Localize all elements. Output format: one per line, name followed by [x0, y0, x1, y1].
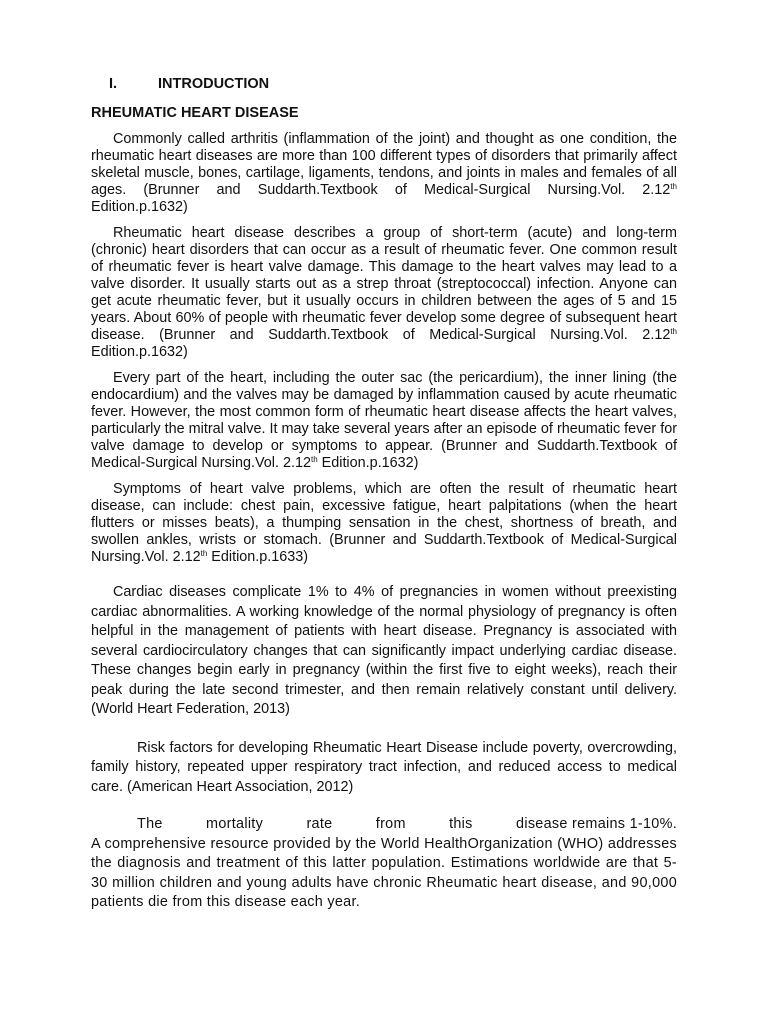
paragraph-1-sup: th — [670, 182, 677, 191]
p7-word-1: The — [137, 816, 163, 832]
paragraph-4 — [91, 481, 677, 566]
paragraph-4-sup: th — [200, 549, 208, 558]
paragraph-3-tail: Edition.p.1632) — [317, 455, 419, 471]
p7-word-6: disease remains 1-10%. — [516, 816, 677, 832]
paragraph-3 — [91, 370, 677, 472]
paragraph-3-sup: th — [310, 455, 318, 464]
paragraph-2-text: Rheumatic heart disease describes a group of short-term (acute) and long-term (chronic) heart disorders that can occur as a result of rheumatic fever. One common result of rheumatic fever is heart valve damage. This damage to the heart valves may lead to a valve disorder. It usually starts out as a strep throat (streptococcal) infection. Anyone can get acute rheumatic fever, but it usually occurs in children between the ages of 5 and 15 years. About 60% of people with rheumatic fever develop some degree of subsequent heart disease. (Brunner and Suddarth.Textbook of Medical-Surgical Nursing.Vol. 2.12 — [91, 225, 677, 343]
section-label: INTRODUCTION — [158, 76, 270, 92]
paragraph-2 — [91, 225, 677, 361]
paragraph-4-text: Symptoms of heart valve problems, which are often the result of rheumatic heart disease, can include: chest pain, excessive fatigue, heart palpitations (when the heart flutters or misses beats), a thumping sensation in the chest, shortness of breath, and swollen ankles, wrists or stomach. (Brunner and Suddarth.Textbook of Medical-Surgical Nursing.Vol. 2.12 — [91, 481, 677, 565]
paragraph-2-tail: Edition.p.1632) — [91, 344, 188, 360]
p7-word-3: rate — [306, 816, 333, 832]
paragraph-7 — [91, 815, 677, 913]
p7-word-4: from — [375, 816, 406, 832]
paragraph-2-sup: th — [670, 327, 677, 336]
paragraph-1-text: Commonly called arthritis (inflammation of the joint) and thought as one condition, the rheumatic heart diseases are more than 100 different types of disorders that primarily affect skeletal muscle, bones, cartilage, ligaments, tendons, and joints in males and females of all ages. (Brunner and Suddarth.Textbook of Medical-Surgical Nursing.Vol. 2.12 — [91, 131, 677, 198]
paragraph-4-tail: Edition.p.1633) — [207, 549, 309, 565]
paragraph-5: Cardiac diseases complicate 1% to 4% of pregnancies in women without preexisting cardiac abnormalities. A working knowledge of the normal physiology of pregnancy is often helpful in the management of patients with heart disease. Pregnancy is associated with several cardiocirculatory changes that can significantly impact underlying cardiac disease. These changes begin early in pregnancy (within the first five to eight weeks), reach their peak during the late second trimester, and then remain relatively constant until delivery. (World Heart Federation, 2013) — [91, 584, 677, 717]
section-heading — [91, 76, 677, 98]
paragraph-6: Risk factors for developing Rheumatic Heart Disease include poverty, overcrowding, family history, repeated upper respiratory tract infection, and reduced access to medical care. (American Heart Association, 2012) — [91, 739, 677, 795]
paragraph-3-text: Every part of the heart, including the outer sac (the pericardium), the inner lining (the endocardium) and the valves may be damaged by inflammation caused by acute rheumatic fever. However, the most common form of rheumatic heart disease affects the heart valves, particularly the mitral valve. It may take several years after an episode of rheumatic fever for valve damage to develop or symptoms to appear. (Brunner and Suddarth.Textbook of Medical-Surgical Nursing.Vol. 2.12 — [91, 370, 677, 471]
paragraph-1-tail: Edition.p.1632) — [91, 199, 188, 215]
p7-word-2: mortality — [206, 816, 264, 832]
paragraph-1 — [91, 131, 677, 216]
document-title: RHEUMATIC HEART DISEASE — [91, 105, 299, 121]
paragraph-7-rest: A comprehensive resource provided by the World HealthOrganization (WHO) addresses the diagnosis and treatment of this latter population. Estimations worldwide are that 5-30 million children and young adults have chronic Rheumatic heart disease, and 90,000 patients die from this disease each year. — [91, 835, 677, 910]
paragraph-7-first-line — [137, 815, 677, 835]
document-page — [91, 70, 677, 922]
p7-word-5: this — [449, 816, 473, 832]
section-number: I. — [109, 76, 118, 92]
